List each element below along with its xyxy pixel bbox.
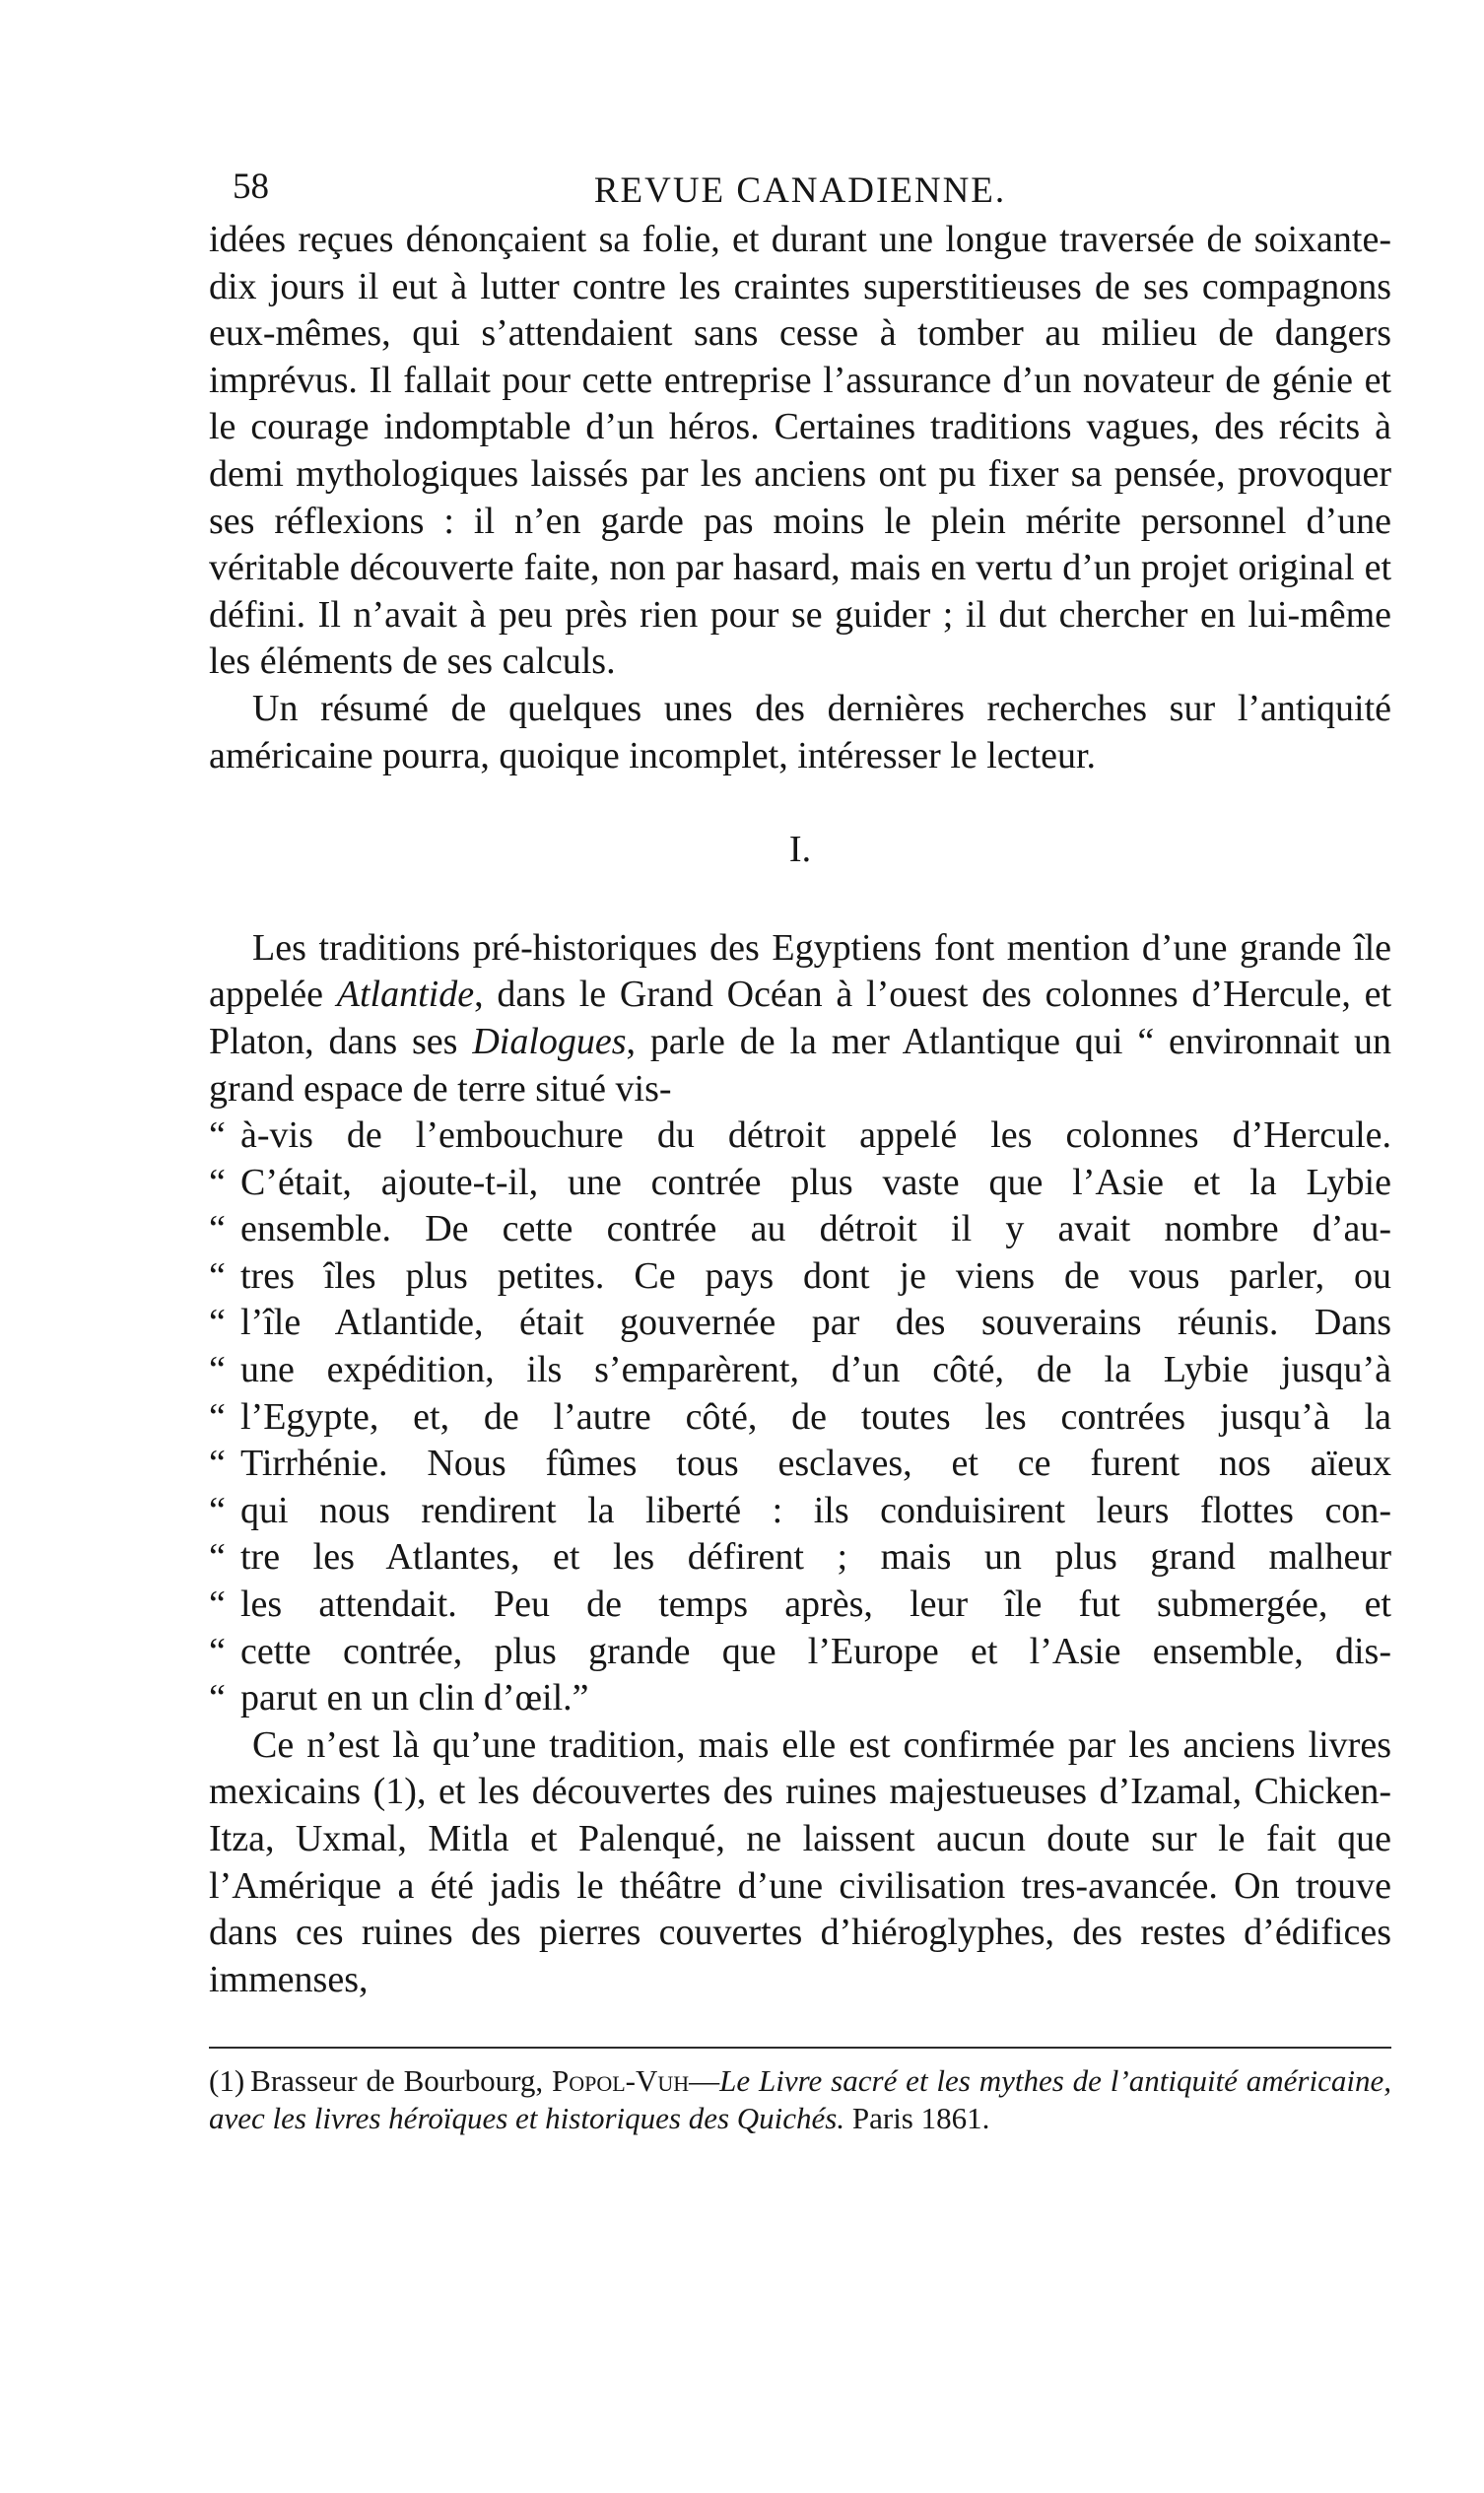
quote-line-text: les attendait. Peu de temps après, leur île fut submergée, et: [240, 1583, 1391, 1626]
intro-text-2: , dans le Grand Océan à l’ouest des colonnes d’Hercule, et Platon, dans ses: [209, 974, 1392, 1062]
quote-mark: “: [209, 1349, 226, 1391]
quote-line: [209, 1582, 1391, 1629]
quote-line: [209, 1534, 1391, 1582]
quote-line: [209, 1347, 1391, 1394]
quote-line: [209, 1300, 1391, 1347]
quote-line-text: l’île Atlantide, était gouvernée par des souverains réunis. Dans: [240, 1302, 1391, 1344]
quote-mark: “: [209, 1254, 226, 1297]
running-head: REVUE CANADIENNE.: [593, 170, 1007, 211]
page: [209, 148, 1391, 2137]
intro-text-1: Les traditions pré-historiques des Egyptiens font mention d’une grande île appelée: [209, 926, 1391, 1016]
footnote-divider: [209, 2047, 1391, 2049]
quote-line-text: tres îles plus petites. Ce pays dont je viens de vous parler, ou: [240, 1254, 1391, 1297]
quote-mark: “: [209, 1302, 226, 1344]
paragraph-summary: Un résumé de quelques unes des dernières recherches sur l’antiquité américaine pourra, quoique incomplet, intéresser le lecteur.: [209, 687, 1391, 776]
quote-line-text: une expédition, ils s’emparèrent, d’un côté, de la Lybie jusqu’à: [240, 1349, 1391, 1391]
quote-line-text: Tirrhénie. Nous fûmes tous esclaves, et ce furent nos aïeux: [240, 1443, 1391, 1485]
dialogues-title: Dialogues: [472, 1020, 627, 1062]
footnote-dash: —: [689, 2063, 720, 2099]
page-number: 58: [233, 167, 269, 207]
paragraph-continued: idées reçues dénonçaient sa folie, et durant une longue traversée de soixante-dix jours il eut à lutter contre les craintes superstitieuses de ses compagnons eux-mêmes, qui s’attendaient sans cesse à tomber au milieu de dangers imprévus. Il fallait pour cette entreprise l’assurance d’un novateur de génie et le courage indomptable d’un héros. Certaines traditions vagues, des récits à demi mythologiques laissés par les anciens ont pu fixer sa pensée, provoquer ses réflexions : il n’en garde pas moins le plein mérite personnel d’une véritable découverte faite, non par hasard, mais en vertu d’un projet original et défini. Il n’avait à peu près rien pour se guider ; il dut chercher en lui-même les éléments de ses calculs.: [209, 219, 1391, 683]
quote-mark: “: [209, 1161, 226, 1203]
body-text: [209, 217, 1391, 2003]
page-header: [209, 148, 1391, 217]
footnote-subtitle: Le Livre sacré et les mythes de l’antiquité américaine, avec les livres héroïques et historiques des Quichés.: [209, 2063, 1391, 2136]
quote-line: [209, 1394, 1391, 1442]
quote-mark: “: [209, 1114, 226, 1157]
quote-line: [209, 1629, 1391, 1676]
quote-line: [209, 1206, 1391, 1253]
atlantide-term: Atlantide: [336, 974, 475, 1016]
quote-line-text: l’Egypte, et, de l’autre côté, de toutes les contrées jusqu’à la: [240, 1395, 1391, 1438]
quote-line: [209, 1441, 1391, 1488]
quote-line-text: qui nous rendirent la liberté : ils conduisirent leurs flottes con-: [240, 1489, 1391, 1531]
intro-text-3: , parle de la mer Atlantique qui “ environnait un grand espace de terre situé vis-: [209, 1020, 1391, 1110]
quote-mark: “: [209, 1583, 226, 1626]
footnote-work-title: Popol-Vuh: [551, 2063, 690, 2099]
footnote-mark: (1): [209, 2063, 245, 2099]
quote-mark: “: [209, 1395, 226, 1438]
quote-line-text: C’était, ajoute-t-il, une contrée plus vaste que l’Asie et la Lybie: [240, 1161, 1391, 1203]
paragraph-atlantis-intro: [209, 925, 1391, 1112]
footnote-author: Brasseur de Bourbourg,: [250, 2063, 552, 2099]
quote-line-text: cette contrée, plus grande que l’Europe et l’Asie ensemble, dis-: [240, 1630, 1391, 1672]
quote-mark: “: [209, 1630, 226, 1672]
quote-mark: “: [209, 1208, 226, 1250]
quote-line-text: à-vis de l’embouchure du détroit appelé les colonnes d’Hercule.: [240, 1114, 1391, 1157]
quote-line: [209, 1160, 1391, 1207]
paragraph-ruins: Ce n’est là qu’une tradition, mais elle est confirmée par les anciens livres mexicains (1), et les découvertes des ruines majestueuses d’Izamal, Chicken-Itza, Uxmal, Mitla et Palenqué, ne laissent aucun doute sur le fait que l’Amérique a été jadis le théâtre d’une civilisation tres-avancée. On trouve dans ces ruines des pierres couvertes d’hiéroglyphes, des restes d’édifices immenses,: [209, 1723, 1391, 2000]
quote-mark: “: [209, 1443, 226, 1485]
footnote-place-year: Paris 1861.: [844, 2101, 990, 2136]
quote-line-text: ensemble. De cette contrée au détroit il y avait nombre d’au-: [240, 1208, 1391, 1250]
quote-line-text: parut en un clin d’œil.”: [240, 1677, 589, 1719]
quote-mark: “: [209, 1489, 226, 1531]
quote-line: [209, 1112, 1391, 1160]
plato-quotation: [209, 1112, 1391, 1722]
quote-mark: “: [209, 1536, 226, 1579]
section-number: I.: [788, 829, 812, 871]
quote-line: [209, 1253, 1391, 1301]
quote-mark: “: [209, 1677, 226, 1719]
quote-line: [209, 1675, 1391, 1722]
footnote: [209, 2062, 1391, 2137]
quote-line: [209, 1488, 1391, 1535]
quote-line-text: tre les Atlantes, et les défirent ; mais un plus grand malheur: [240, 1536, 1391, 1579]
